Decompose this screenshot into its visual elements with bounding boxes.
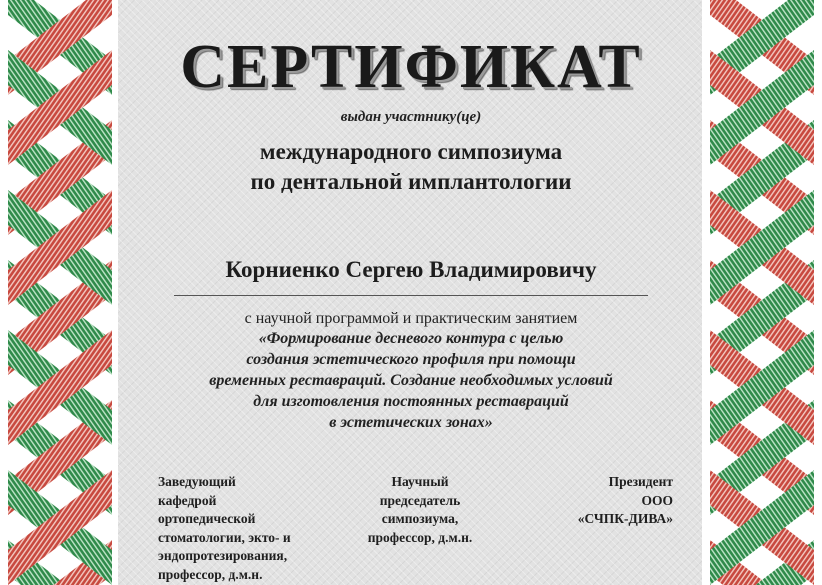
program-intro: с научной программой и практическим занятием (244, 310, 578, 327)
signatory-department-head (158, 473, 291, 584)
signatory-line: симпозиума, (381, 511, 459, 526)
issued-to-caption: выдан участнику(це) (340, 109, 482, 125)
signatory-line: кафедрой (158, 492, 217, 508)
topic-line: временных реставраций. Создание необходимых условий (209, 372, 613, 389)
signatory-line: профессор, д.м.н. (367, 529, 473, 545)
signatory-scientific-chair (330, 473, 510, 547)
topic-line: создания эстетического профиля при помощи (246, 351, 576, 368)
signatory-line: ортопедической (158, 511, 256, 526)
signatory-line: председатель (379, 492, 461, 508)
signatory-line: Заведующий (158, 474, 236, 489)
signatory-line: профессор, д.м.н. (158, 566, 263, 582)
event-line: по дентальной имплантологии (250, 169, 572, 194)
topic-line: в эстетических зонах» (329, 414, 493, 431)
signatory-line: Научный (391, 474, 449, 489)
signatory-line: эндопротезирования, (158, 548, 288, 563)
signatory-line: ООО (641, 492, 673, 508)
certificate-title: СЕРТИФИКАТ (180, 33, 642, 101)
signatory-president (513, 473, 673, 529)
right-ornamental-border (702, 0, 822, 585)
certificate-body (118, 0, 704, 585)
signatory-line: Президент (608, 474, 673, 489)
recipient-name: Корниенко Сергею Владимировичу (225, 257, 597, 282)
topic-line: «Формирование десневого контура с целью (258, 330, 564, 347)
name-underline (174, 295, 648, 296)
signatory-line: «СЧПК-ДИВА» (577, 511, 673, 526)
event-line: международного симпозиума (259, 139, 563, 164)
left-ornamental-border (0, 0, 120, 585)
topic-line: для изготовления постоянных реставраций (253, 393, 569, 410)
signatory-line: стоматологии, экто- и (158, 529, 291, 545)
